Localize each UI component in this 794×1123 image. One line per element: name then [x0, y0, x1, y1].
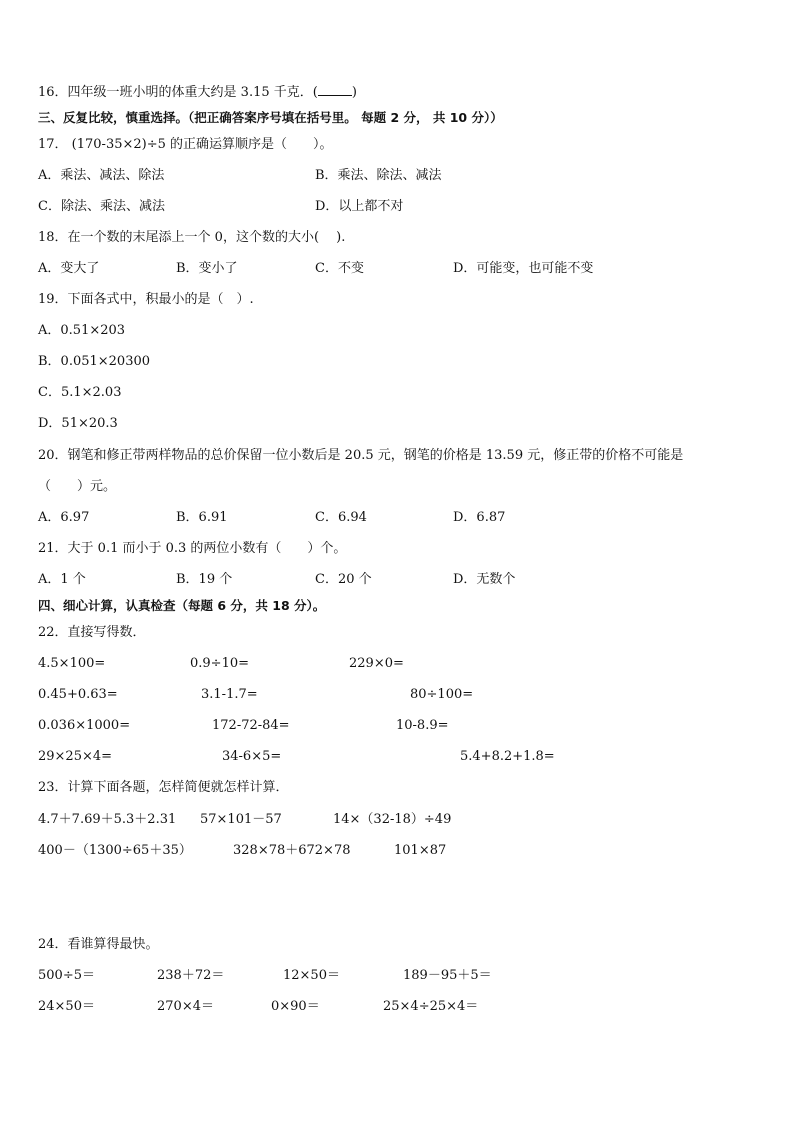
question-20-option-c: C．6.94: [315, 510, 367, 525]
question-19-stem: 19．下面各式中，积最小的是（ ）.: [38, 292, 254, 307]
question-24-stem: 24．看谁算得最快。: [38, 937, 159, 952]
question-20-option-d: D．6.87: [453, 510, 506, 525]
question-16-end: ): [351, 85, 357, 100]
calc-item: 270×4＝: [157, 999, 214, 1014]
calc-item: 25×4÷25×4＝: [383, 999, 479, 1014]
question-21-option-b: B．19 个: [176, 572, 233, 587]
question-17-option-b: B．乘法、除法、减法: [315, 168, 442, 183]
question-17-stem: 17． (170-35×2)÷5 的正确运算顺序是（ ）。: [38, 137, 333, 152]
calc-item: 101×87: [394, 843, 447, 858]
question-21-option-a: A．1 个: [38, 572, 86, 587]
question-20-option-a: A．6.97: [38, 510, 90, 525]
question-23-stem: 23．计算下面各题，怎样简便就怎样计算．: [38, 780, 289, 795]
calc-item: 3.1-1.7=: [201, 687, 258, 702]
calc-item: 238＋72＝: [157, 968, 225, 983]
calc-item: 172-72-84=: [212, 718, 290, 733]
calc-item: 57×101－57: [200, 812, 282, 827]
question-19-option-d: D．51×20.3: [38, 416, 118, 431]
question-19-option-a: A．0.51×203: [38, 323, 126, 338]
calc-item: 328×78＋672×78: [233, 843, 351, 858]
calc-item: 0.45+0.63=: [38, 687, 118, 702]
question-17-option-d: D．以上都不对: [315, 199, 404, 214]
calc-item: 0×90＝: [271, 999, 320, 1014]
calc-item: 229×0=: [349, 656, 404, 671]
question-17-option-a: A．乘法、减法、除法: [38, 168, 165, 183]
question-17-option-c: C．除法、乘法、减法: [38, 199, 165, 214]
question-22-stem: 22．直接写得数．: [38, 625, 146, 640]
question-21-option-c: C．20 个: [315, 572, 372, 587]
question-21-option-d: D．无数个: [453, 572, 516, 587]
calc-item: 29×25×4=: [38, 749, 113, 764]
question-18-stem: 18．在一个数的末尾添上一个 0，这个数的大小( ).: [38, 230, 346, 245]
question-18-option-b: B．变小了: [176, 261, 238, 276]
calc-item: 0.036×1000=: [38, 718, 131, 733]
question-20-stem-line2: （ ）元。: [38, 479, 117, 494]
question-18-option-a: A．变大了: [38, 261, 100, 276]
calc-item: 24×50＝: [38, 999, 95, 1014]
calc-item: 0.9÷10=: [190, 656, 250, 671]
calc-item: 500÷5＝: [38, 968, 95, 983]
question-20-stem-line1: 20．钢笔和修正带两样物品的总价保留一位小数后是 20.5 元，钢笔的价格是 13.59 元，修正带的价格不可能是: [38, 448, 684, 463]
calc-item: 4.7＋7.69＋5.3＋2.31: [38, 812, 177, 827]
answer-blank: [318, 83, 352, 96]
calc-item: 4.5×100=: [38, 656, 106, 671]
calc-item: 12×50＝: [283, 968, 340, 983]
calc-item: 10-8.9=: [396, 718, 449, 733]
question-16-text: 16．四年级一班小明的体重大约是 3.15 千克．(: [38, 85, 318, 100]
calc-item: 400－（1300÷65＋35）: [38, 843, 192, 858]
question-16: [38, 83, 357, 101]
question-20-option-b: B．6.91: [176, 510, 228, 525]
calc-item: 189－95＋5＝: [403, 968, 492, 983]
calc-item: 14×（32-18）÷49: [333, 812, 452, 827]
question-19-option-c: C．5.1×2.03: [38, 385, 122, 400]
calc-item: 5.4+8.2+1.8=: [460, 749, 555, 764]
question-19-option-b: B．0.051×20300: [38, 354, 151, 369]
section-3-title: 三、反复比较，慎重选择。（把正确答案序号填在括号里。 每题 2 分， 共 10 分））: [38, 110, 503, 125]
calc-item: 80÷100=: [410, 687, 474, 702]
question-18-option-d: D．可能变，也可能不变: [453, 261, 594, 276]
question-18-option-c: C．不变: [315, 261, 364, 276]
question-21-stem: 21．大于 0.1 而小于 0.3 的两位小数有（ ）个。: [38, 541, 347, 556]
calc-item: 34-6×5=: [222, 749, 282, 764]
section-4-title: 四、细心计算，认真检查（每题 6 分，共 18 分）。: [38, 598, 326, 613]
